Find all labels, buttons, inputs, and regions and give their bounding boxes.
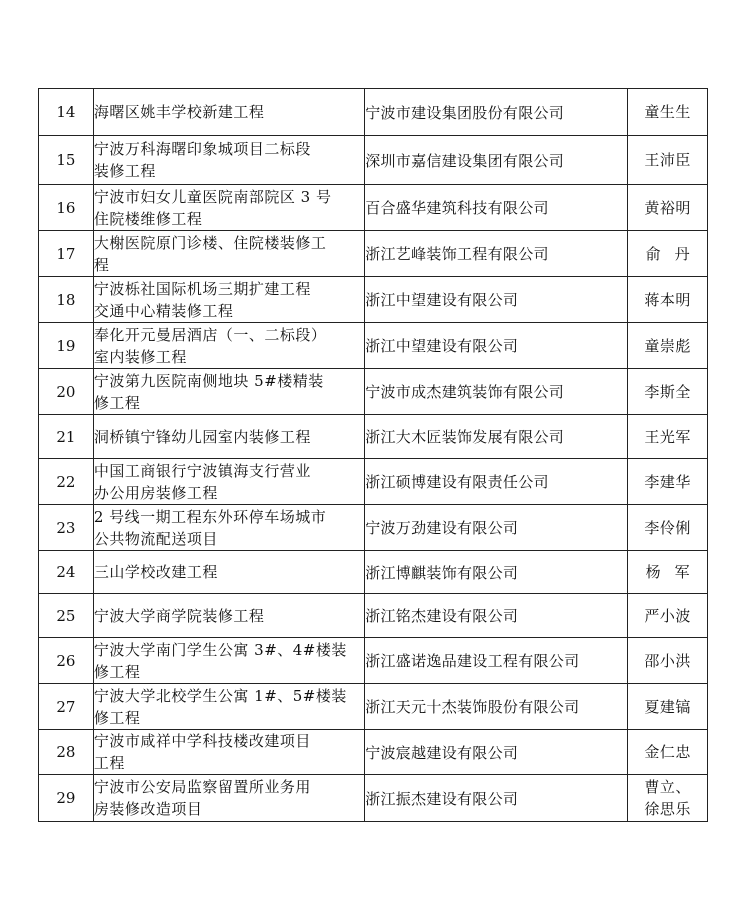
project-name-cell [93,594,364,638]
project-name-cell [93,185,364,231]
manager-name: 夏建镐 [644,697,691,716]
project-name-line: 宁波第九医院南侧地块 5#楼精装 [93,371,324,390]
row-number: 25 [39,594,94,638]
manager-name: 童崇彪 [644,336,691,355]
manager-name-cell [628,638,708,684]
project-name-line: 宁波市妇女儿童医院南部院区 3 号 [93,187,332,206]
project-name-line: 宁波市公安局监察留置所业务用 [93,778,311,796]
project-name-cell [93,638,364,684]
company-name-cell: 宁波市建设集团股份有限公司 [365,89,628,136]
table-row [39,136,708,185]
manager-name: 王光军 [644,427,691,446]
table-row [39,775,708,822]
manager-name-cell [628,231,708,277]
manager-name: 徐思乐 [644,800,691,818]
project-name-line: 宁波栎社国际机场三期扩建工程 [93,279,311,298]
company-name-cell: 浙江天元十杰装饰股份有限公司 [365,684,628,730]
table-row [39,551,708,594]
table-row [39,730,708,775]
project-name-line: 工程 [93,754,125,772]
manager-name: 邵小洪 [644,651,691,670]
table-row [39,89,708,136]
manager-name-cell [628,551,708,594]
row-number: 29 [39,775,94,822]
project-name-line: 装修工程 [93,162,156,180]
project-name-line: 大榭医院原门诊楼、住院楼装修工 [93,233,327,252]
company-name-cell: 浙江博麒装饰有限公司 [365,551,628,594]
row-number: 21 [39,415,94,459]
project-name-line: 修工程 [93,393,141,412]
company-name-cell: 浙江中望建设有限公司 [365,277,628,323]
row-number: 16 [39,185,94,231]
row-number: 27 [39,684,94,730]
manager-name: 李伶俐 [644,518,691,537]
table-row [39,231,708,277]
company-name-cell: 宁波宸越建设有限公司 [365,730,628,775]
manager-name: 金仁忠 [644,743,691,761]
manager-name-cell [628,369,708,415]
project-name-line: 海曙区姚丰学校新建工程 [93,103,265,121]
manager-name-cell [628,277,708,323]
project-name-line: 修工程 [93,662,141,681]
row-number: 23 [39,505,94,551]
project-name-cell [93,323,364,369]
project-name-line: 程 [93,255,110,274]
table-row [39,277,708,323]
row-number: 17 [39,231,94,277]
company-name-cell: 浙江中望建设有限公司 [365,323,628,369]
manager-name-cell [628,775,708,822]
row-number: 19 [39,323,94,369]
project-name-cell [93,459,364,505]
row-number: 18 [39,277,94,323]
project-name-line: 修工程 [93,708,141,727]
table-row [39,323,708,369]
table-row [39,594,708,638]
project-name-cell [93,231,364,277]
row-number: 28 [39,730,94,775]
project-name-line: 宁波大学北校学生公寓 1#、5#楼装 [93,686,347,705]
project-name-cell [93,730,364,775]
manager-name-cell [628,185,708,231]
project-name-cell [93,551,364,594]
manager-name-cell [628,730,708,775]
row-number: 14 [39,89,94,136]
project-name-cell [93,89,364,136]
project-name-cell [93,415,364,459]
project-name-line: 三山学校改建工程 [93,563,218,581]
manager-name: 俞丹 [645,244,704,263]
project-table-body [39,89,708,822]
project-name-cell [93,505,364,551]
manager-name: 李建华 [644,472,691,491]
table-row [39,684,708,730]
manager-name-cell [628,323,708,369]
manager-name: 曹立、 [644,778,691,796]
row-number: 20 [39,369,94,415]
manager-name: 王沛臣 [644,151,691,169]
project-name-line: 宁波大学商学院装修工程 [93,606,265,625]
manager-name-cell [628,684,708,730]
project-name-line: 中国工商银行宁波镇海支行营业 [93,461,311,480]
row-number: 15 [39,136,94,185]
manager-name: 黄裕明 [644,198,691,217]
manager-name: 严小波 [644,606,691,625]
project-name-cell [93,369,364,415]
table-row [39,185,708,231]
company-name-cell: 浙江铭杰建设有限公司 [365,594,628,638]
company-name-cell: 深圳市嘉信建设集团有限公司 [365,136,628,185]
project-name-line: 公共物流配送项目 [93,529,218,548]
manager-name: 童生生 [644,103,691,121]
row-number: 22 [39,459,94,505]
project-name-line: 交通中心精装修工程 [93,301,234,320]
project-name-line: 办公用房装修工程 [93,483,218,502]
company-name-cell: 浙江盛诺逸品建设工程有限公司 [365,638,628,684]
company-name-cell: 百合盛华建筑科技有限公司 [365,185,628,231]
project-name-cell [93,277,364,323]
table-row [39,415,708,459]
manager-name: 杨军 [645,563,704,581]
manager-name-cell [628,89,708,136]
project-name-line: 住院楼维修工程 [93,209,203,228]
project-name-line: 室内装修工程 [93,347,187,366]
manager-name: 李斯全 [644,382,691,401]
company-name-cell: 浙江艺峰装饰工程有限公司 [365,231,628,277]
manager-name-cell [628,505,708,551]
table-row [39,505,708,551]
company-name-cell: 宁波万劲建设有限公司 [365,505,628,551]
project-name-line: 宁波万科海曙印象城项目二标段 [93,140,311,158]
table-row [39,369,708,415]
manager-name-cell [628,415,708,459]
project-name-cell [93,136,364,185]
project-name-line: 2 号线一期工程东外环停车场城市 [93,507,327,526]
project-name-line: 宁波市咸祥中学科技楼改建项目 [93,732,311,750]
company-name-cell: 浙江振杰建设有限公司 [365,775,628,822]
project-name-line: 宁波大学南门学生公寓 3#、4#楼装 [93,640,347,659]
manager-name-cell [628,594,708,638]
row-number: 26 [39,638,94,684]
row-number: 24 [39,551,94,594]
company-name-cell: 浙江大木匠装饰发展有限公司 [365,415,628,459]
project-name-cell [93,775,364,822]
project-name-cell [93,684,364,730]
table-row [39,638,708,684]
manager-name-cell [628,459,708,505]
project-name-line: 奉化开元曼居酒店（一、二标段） [93,325,327,344]
company-name-cell: 宁波市成杰建筑装饰有限公司 [365,369,628,415]
project-name-line: 房装修改造项目 [93,800,203,818]
project-name-line: 洞桥镇宁锋幼儿园室内装修工程 [93,427,311,446]
manager-name: 蒋本明 [644,290,691,309]
manager-name-cell [628,136,708,185]
project-table [38,88,708,822]
table-row [39,459,708,505]
company-name-cell: 浙江硕博建设有限责任公司 [365,459,628,505]
